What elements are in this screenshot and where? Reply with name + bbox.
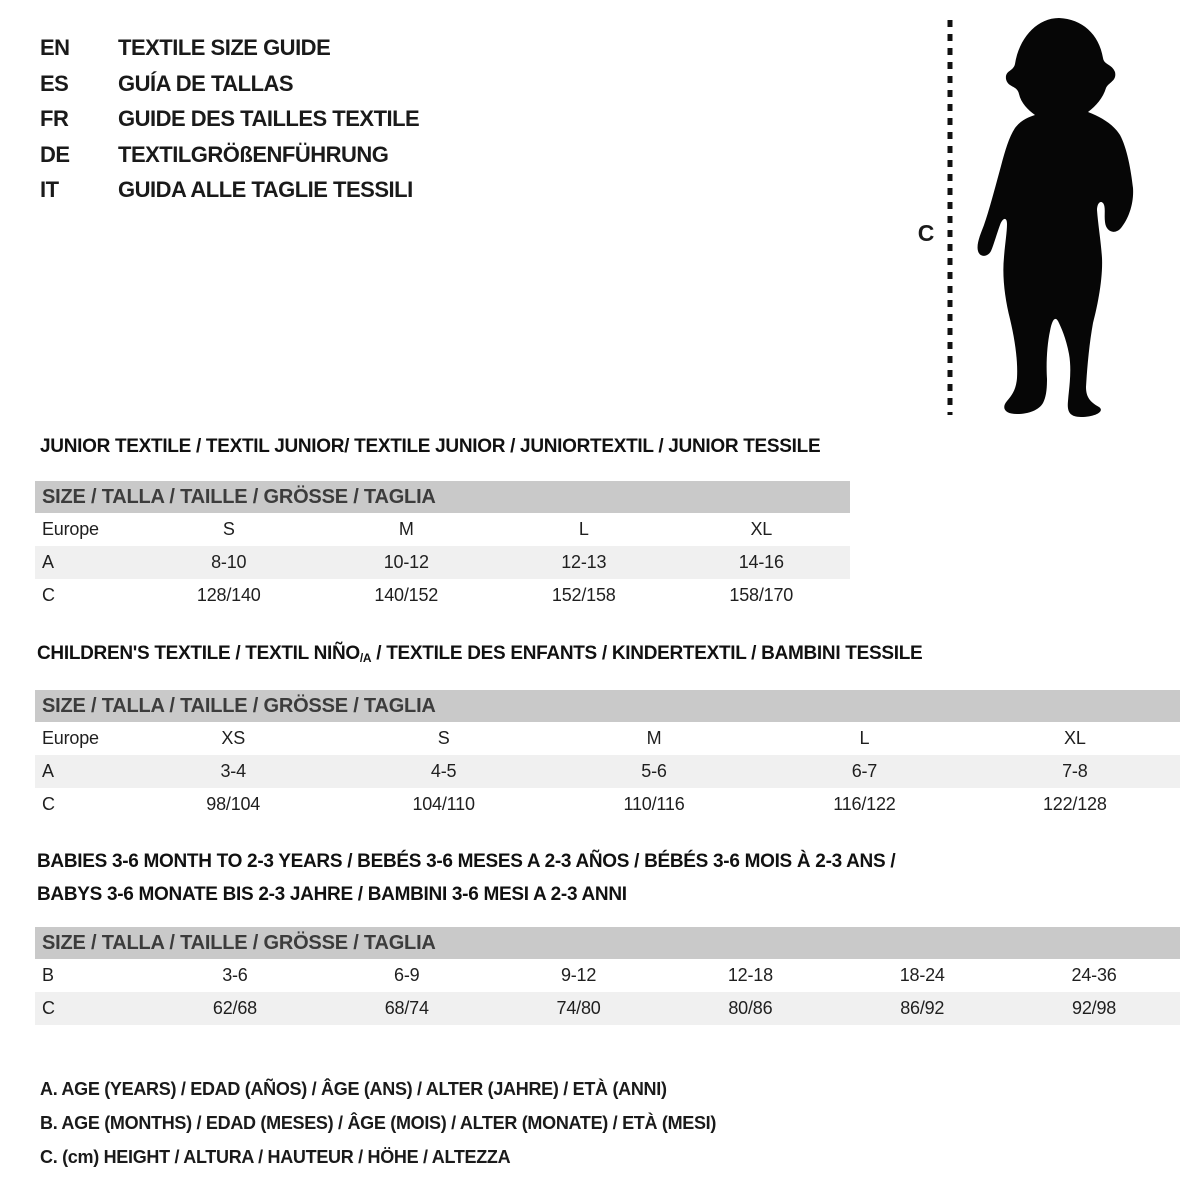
table-cell: 6-7 [851,761,878,781]
lang-code: EN [40,35,70,60]
table-cell: M [646,728,662,748]
lang-row-fr [40,101,419,137]
table-cell: 4-5 [430,761,457,781]
table-cell: 68/74 [384,998,429,1018]
guide-title: GUIDA ALLE TAGLIE TESSILI [118,177,413,202]
table-row [35,579,850,612]
table-cell: 104/110 [412,794,475,814]
table-cell: 8-10 [211,552,247,572]
children-title-sub: /A [359,651,372,665]
language-title-list [40,30,419,208]
table-cell: XS [221,728,246,748]
row-label: C [42,998,55,1018]
height-measure-label: C [917,220,935,246]
size-band-header: SIZE / TALLA / TAILLE / GRÖSSE / TAGLIA [35,927,1180,959]
table-cell: 80/86 [728,998,773,1018]
table-cell: 9-12 [560,965,597,985]
lang-code: IT [40,177,59,202]
children-title-text: / TEXTILE DES ENFANTS / KINDERTEXTIL / BAMBINI TESSILE [371,643,923,664]
lang-row-en [40,30,419,66]
lang-code: DE [40,141,70,167]
children-title-text: CHILDREN'S TEXTILE / TEXTIL NIÑO [37,643,360,664]
table-cell: XL [750,519,773,539]
table-cell: L [859,728,870,748]
babies-size-table [35,927,1180,1025]
babies-section-title-line2: BABYS 3-6 MONATE BIS 2-3 JAHRE / BAMBINI 3-6 MESI A 2-3 ANNI [37,884,627,905]
lang-code: FR [40,106,69,131]
row-label: C [42,585,55,605]
table-cell: 12-13 [561,552,607,572]
junior-size-table [35,481,850,612]
row-label: B [42,965,54,985]
table-cell: 7-8 [1062,761,1088,781]
table-cell: 128/140 [196,585,261,605]
babies-section-title-line1: BABIES 3-6 MONTH TO 2-3 YEARS / BEBÉS 3-6 MESES A 2-3 AÑOS / BÉBÉS 3-6 MOIS À 2-3 ANS / [37,851,896,872]
table-cell: 116/122 [833,794,896,814]
guide-title: GUÍA DE TALLAS [118,70,294,96]
guide-title: TEXTILE SIZE GUIDE [118,35,331,60]
row-label: Europe [42,519,99,539]
measurement-legend [40,1072,716,1174]
table-cell: XL [1064,728,1086,748]
guide-title: TEXTILGRÖßENFÜHRUNG [118,141,389,167]
table-cell: L [578,519,589,539]
junior-section-title: JUNIOR TEXTILE / TEXTIL JUNIOR/ TEXTILE JUNIOR / JUNIORTEXTIL / JUNIOR TESSILE [40,436,821,457]
table-cell: S [437,728,450,748]
table-cell: 110/116 [623,794,685,814]
table-cell: 152/158 [551,585,616,605]
row-label: A [42,552,54,572]
table-row [35,722,1180,755]
table-cell: 5-6 [641,761,667,781]
table-cell: 140/152 [374,585,439,605]
table-cell: 3-4 [220,761,246,781]
row-label: Europe [42,728,99,748]
table-row [35,788,1180,821]
lang-row-es [40,66,419,102]
children-section-title [37,643,922,665]
table-cell: 18-24 [899,965,945,985]
table-cell: 92/98 [1072,998,1117,1018]
table-row [35,959,1180,992]
table-cell: 98/104 [206,794,261,814]
table-cell: 14-16 [738,552,784,572]
table-cell: 86/92 [900,998,945,1018]
lang-row-de [40,137,419,173]
table-row [35,546,850,579]
table-cell: 12-18 [727,965,773,985]
table-row [35,513,850,546]
legend-line-c: C. (cm) HEIGHT / ALTURA / HAUTEUR / HÖHE / ALTEZZA [40,1147,511,1167]
table-cell: M [398,519,414,539]
baby-silhouette-icon [978,18,1134,417]
row-label: C [42,794,55,814]
table-cell: 158/170 [729,585,794,605]
table-cell: 3-6 [222,965,248,985]
table-cell: 62/68 [212,998,257,1018]
guide-title: GUIDE DES TAILLES TEXTILE [118,106,420,131]
table-cell: 74/80 [556,998,601,1018]
lang-row-it [40,172,419,208]
table-row [35,755,1180,788]
baby-figure [905,10,1145,425]
size-band-header: SIZE / TALLA / TAILLE / GRÖSSE / TAGLIA [35,481,850,513]
table-cell: 122/128 [1042,794,1107,814]
children-size-table [35,690,1180,821]
size-band-header: SIZE / TALLA / TAILLE / GRÖSSE / TAGLIA [35,690,1180,722]
lang-code: ES [40,70,69,96]
table-row [35,992,1180,1025]
legend-line-b: B. AGE (MONTHS) / EDAD (MESES) / ÂGE (MOIS) / ALTER (MONATE) / ETÀ (MESI) [40,1113,717,1133]
table-cell: 6-9 [394,965,420,985]
table-cell: S [222,519,235,539]
table-cell: 24-36 [1071,965,1117,985]
legend-line-a: A. AGE (YEARS) / EDAD (AÑOS) / ÂGE (ANS) / ALTER (JAHRE) / ETÀ (ANNI) [40,1079,667,1099]
table-cell: 10-12 [383,552,429,572]
row-label: A [42,761,54,781]
